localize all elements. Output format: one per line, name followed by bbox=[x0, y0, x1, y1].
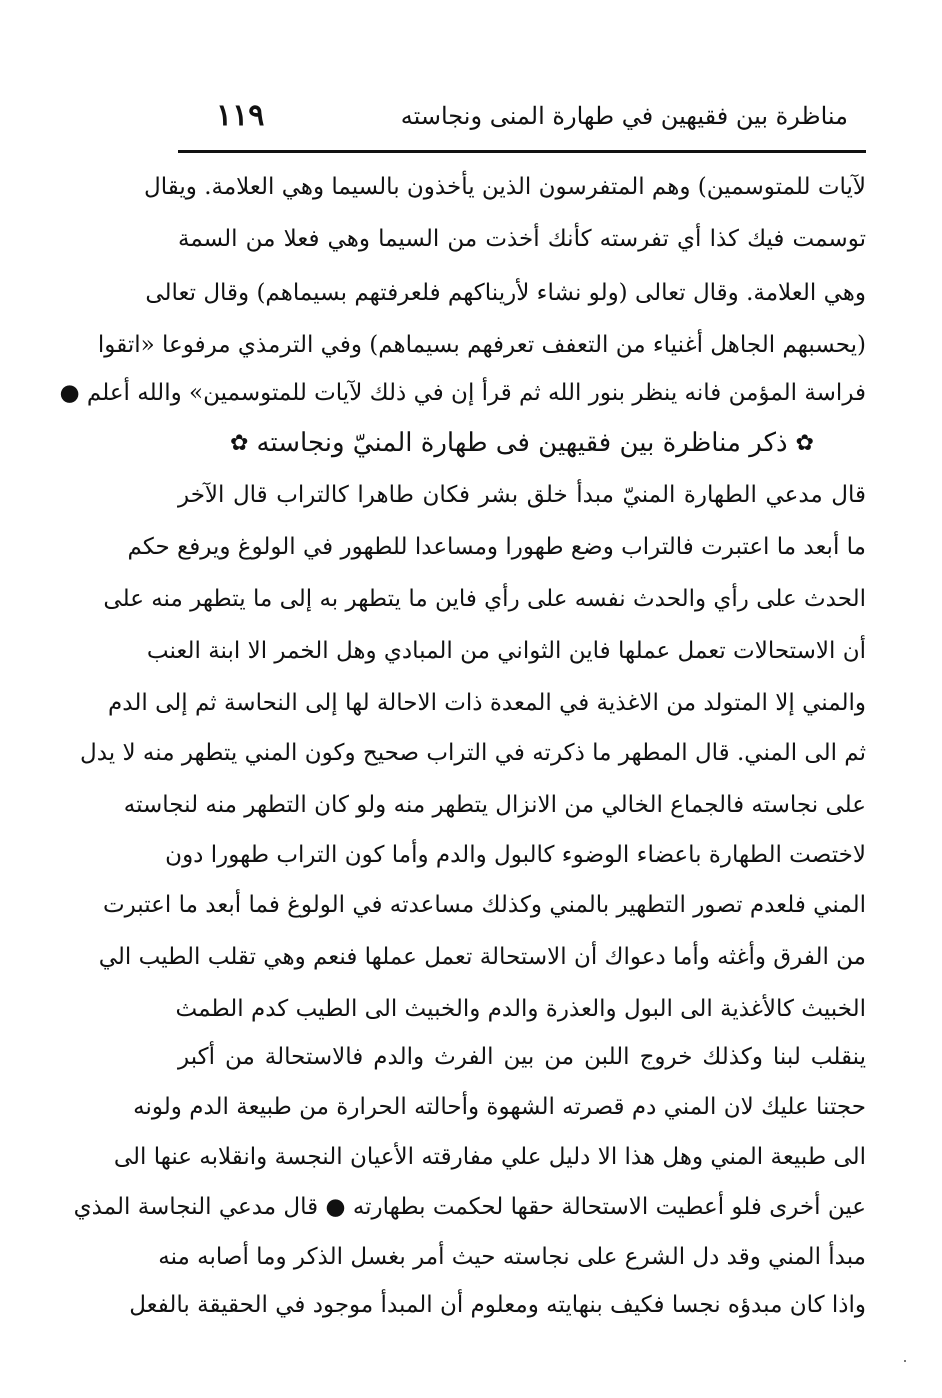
text-line: وهي العلامة. وقال تعالى (ولو نشاء لأريناكهم فلعرفتهم بسيماهم) وقال تعالى bbox=[145, 280, 866, 306]
text-line: عين أخرى فلو أعطيت الاستحالة حقها لحكمت بطهارته ● قال مدعي النجاسة المذي bbox=[73, 1194, 866, 1220]
text-line: واذا كان مبدؤه نجسا فكيف بنهايته ومعلوم أن المبدأ موجود في الحقيقة بالفعل bbox=[129, 1292, 866, 1318]
text-line: والمني إلا المتولد من الاغذية في المعدة ذات الاحالة لها إلى النحاسة ثم إلى الدم bbox=[108, 690, 866, 716]
text-line: لآيات للمتوسمين) وهم المتفرسون الذين يأخذون بالسيما وهي العلامة. ويقال bbox=[144, 174, 866, 200]
section-heading bbox=[178, 418, 866, 468]
ornament-icon: ✿ bbox=[230, 431, 249, 456]
section-heading-text: ذكر مناظرة بين فقيهين فى طهارة المنيّ ونجاسته bbox=[256, 428, 788, 458]
text-line: المني فلعدم تصور التطهير بالمني وكذلك مساعدته في الولوغ فما أبعد ما اعتبرت bbox=[102, 892, 866, 918]
page-number: ١١٩ bbox=[216, 98, 265, 133]
text-line: الخبيث كالأغذية الى البول والعذرة والدم والخبيث الى الطيب كدم الطمث bbox=[175, 996, 866, 1022]
running-title: مناظرة بين فقيهين في طهارة المنى ونجاسته bbox=[400, 102, 848, 130]
text-line: ينقلب لبنا وكذلك خروج اللبن من بين الفرث والدم فالاستحالة من أكبر bbox=[178, 1044, 866, 1070]
text-line: الحدث على رأي والحدث نفسه على رأي فاين ما يتطهر به إلى ما يتطهر منه على bbox=[103, 586, 866, 612]
text-line: قال مدعي الطهارة المنيّ مبدأ خلق بشر فكان طاهرا كالتراب قال الآخر bbox=[178, 482, 866, 508]
text-line: أن الاستحالات تعمل عملها فاين الثواني من المبادي وهل الخمر الا ابنة العنب bbox=[146, 638, 866, 664]
text-line: توسمت فيك كذا أي تفرسته كأنك أخذت من السيما وهي فعلا من السمة bbox=[178, 226, 866, 252]
text-line: ثم الى المني. قال المطهر ما ذكرته في التراب صحيح وكون المني يتطهر منه لا يدل bbox=[80, 740, 866, 766]
text-line: مبدأ المني وقد دل الشرع على نجاسته حيث أمر بغسل الذكر وما أصابه منه bbox=[158, 1244, 866, 1270]
text-line: ما أبعد ما اعتبرت فالتراب وضع طهورا ومساعدا للطهور في الولوغ ويرفع حكم bbox=[127, 534, 866, 560]
text-line: لاختصت الطهارة باعضاء الوضوء كالبول والدم وأما كون التراب طهورا دون bbox=[165, 842, 866, 868]
text-line: (يحسبهم الجاهل أغنياء من التعفف تعرفهم بسيماهم) وفي الترمذي مرفوعا «اتقوا bbox=[97, 332, 866, 358]
scan-speck bbox=[904, 1360, 906, 1362]
text-line: من الفرق وأغثه وأما دعواك أن الاستحالة تعمل عملها فنعم وهي تقلب الطيب الي bbox=[98, 944, 866, 970]
text-line: حجتنا عليك لان المني دم قصرته الشهوة وأحالته الحرارة من طبيعة الدم ولونه bbox=[133, 1094, 866, 1120]
text-line: الى طبيعة المني وهل هذا الا دليل علي مفارقته الأعيان النجسة وانقلابه عنها الى bbox=[113, 1144, 866, 1170]
text-line: على نجاسته فالجماع الخالي من الانزال يتطهر منه ولو كان التطهر منه لنجاسته bbox=[123, 792, 866, 818]
text-line: فراسة المؤمن فانه ينظر بنور الله ثم قرأ إن في ذلك لآيات للمتوسمين» والله أعلم ● bbox=[59, 380, 866, 406]
ornament-icon: ✿ bbox=[795, 431, 814, 456]
